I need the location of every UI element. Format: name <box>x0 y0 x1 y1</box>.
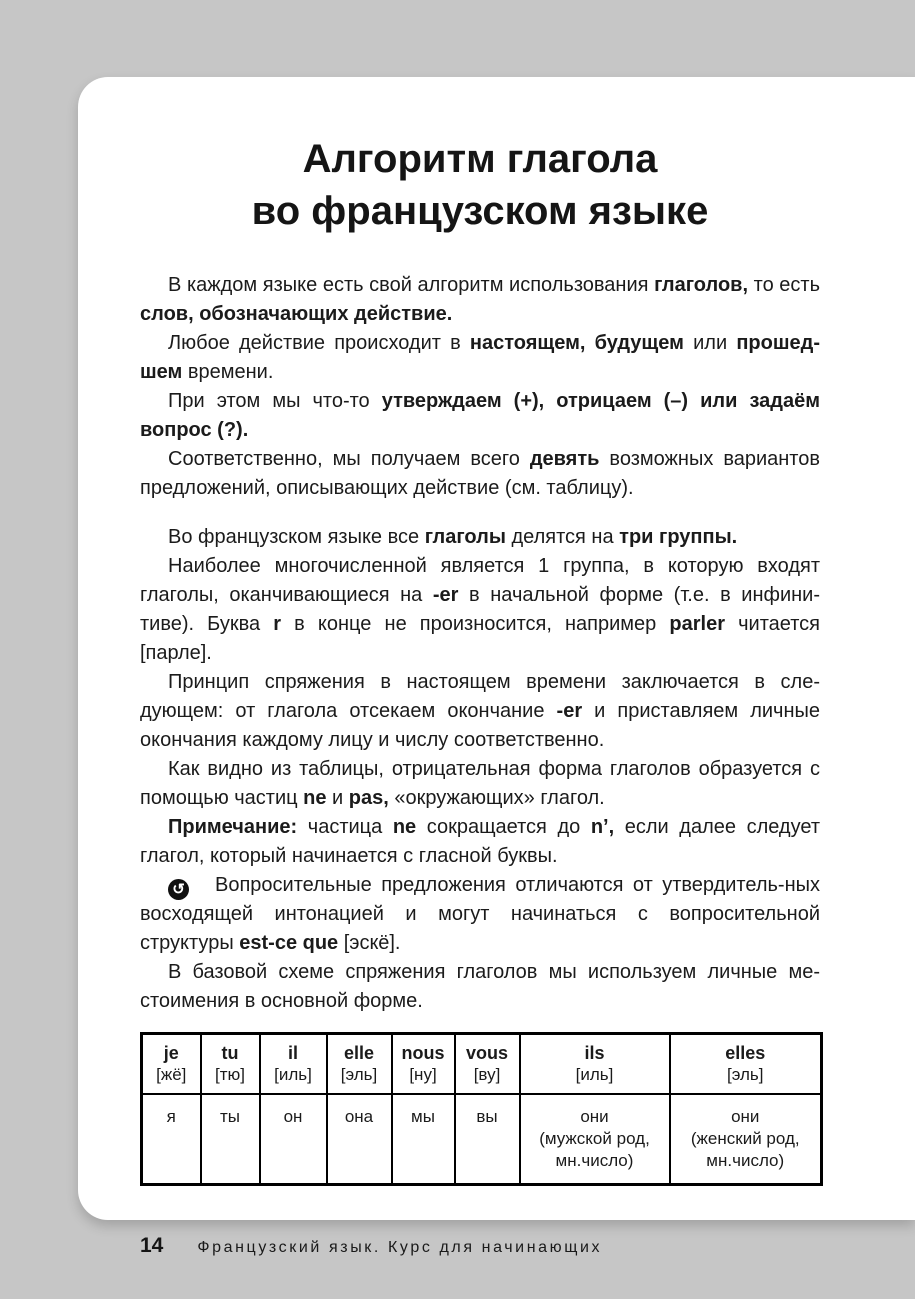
pronoun-word: elles <box>725 1043 766 1063</box>
pronoun-header-cell <box>142 1034 201 1095</box>
bold-text-run: -er <box>556 700 583 722</box>
text-run: в начальной форме (т.е. в инфини-тиве). Буква <box>140 584 820 635</box>
text-run: если далее следует глагол, который начинается с гласной буквы. <box>140 816 820 867</box>
bold-text-run: утверждаем (+), отрицаем (–) или задаём вопрос (?). <box>140 390 820 441</box>
pronoun-word: il <box>287 1043 298 1063</box>
text-run: «окружающих» глагол. <box>388 787 605 809</box>
text-run: и приставляем личные окончания каждому лицу и числу соответственно. <box>140 700 821 751</box>
text-run: возможных вариантов предложений, описывающих действие (см. таблицу). <box>140 448 820 499</box>
pronoun-header-cell <box>327 1034 392 1095</box>
bold-text-run: r <box>273 613 282 635</box>
paragraph <box>140 271 820 329</box>
text-run: При этом мы что-то <box>168 390 382 412</box>
text-run: Любое действие происходит в <box>168 332 470 354</box>
book-title: Французский язык. Курс для начинающих <box>197 1239 603 1256</box>
paragraph <box>140 755 820 813</box>
pronoun-header-cell <box>260 1034 327 1095</box>
pronoun-translation-cell: вы <box>455 1094 520 1185</box>
pronoun-translation-cell: он <box>260 1094 327 1185</box>
bold-text-run: n’, <box>590 816 615 838</box>
text-run: в конце не произносится, например <box>281 613 670 635</box>
bold-text-run: ne <box>392 816 417 838</box>
page-number: 14 <box>140 1234 164 1257</box>
page-content <box>78 77 915 1258</box>
pronoun-word: elle <box>343 1043 375 1063</box>
pronoun-word: je <box>163 1043 179 1063</box>
pronoun-transcription: [тю] <box>215 1065 245 1084</box>
pronoun-translation-cell: они (женский род, мн.число) <box>670 1094 822 1185</box>
book-page <box>78 77 915 1257</box>
paragraph <box>140 329 820 387</box>
pronoun-translation-cell: ты <box>201 1094 260 1185</box>
text-run: делятся на <box>505 526 620 548</box>
text-run: и <box>326 787 349 809</box>
page-footer <box>140 1234 820 1258</box>
bold-text-run: девять <box>529 448 600 470</box>
paragraph <box>140 668 820 755</box>
text-run: то есть <box>748 274 820 296</box>
pronoun-word: ils <box>584 1043 605 1063</box>
bold-text-run: глаголов, <box>654 274 749 296</box>
text-run: В базовой схеме спряжения глаголов мы используем личные ме-стоимения в основной форме. <box>140 961 820 1012</box>
bold-text-run: глаголы <box>424 526 506 548</box>
bold-text-run: parler <box>669 613 725 635</box>
paragraph <box>140 958 820 1016</box>
text-run: частица <box>297 816 393 838</box>
text-run: Принцип спряжения в настоящем времени заключается в сле-дующем: от глагола отсекаем окончание <box>140 671 820 722</box>
bold-text-run: est-ce que <box>239 932 339 954</box>
circular-arrow-icon: ↺ <box>168 879 189 900</box>
page-title <box>140 133 820 237</box>
bold-text-run: настоящем, будущем <box>469 332 684 354</box>
paragraph <box>140 813 820 871</box>
pronoun-header-cell <box>392 1034 455 1095</box>
pronoun-transcription: [эль] <box>726 1065 764 1084</box>
text-run: сокращается до <box>416 816 591 838</box>
pronoun-word: vous <box>465 1043 508 1063</box>
text-run: читается [парле]. <box>140 613 820 664</box>
pronoun-transcription: [иль] <box>575 1065 614 1084</box>
pronoun-translation-cell: я <box>142 1094 201 1185</box>
title-line-2: во французском языке <box>251 189 709 233</box>
pronoun-header-cell <box>201 1034 260 1095</box>
paragraph <box>140 387 820 445</box>
bold-text-run: -er <box>432 584 459 606</box>
pronoun-header-cell <box>670 1034 822 1095</box>
pronoun-translation-cell: они (мужской род, мн.число) <box>520 1094 670 1185</box>
pronoun-translation-cell: она <box>327 1094 392 1185</box>
pronoun-word: tu <box>221 1043 239 1063</box>
text-run: Во французском языке все <box>168 526 425 548</box>
table-header-row <box>142 1034 822 1095</box>
bold-text-run: ne <box>303 787 327 809</box>
pronoun-transcription: [жё] <box>156 1065 187 1084</box>
pronoun-transcription: [ну] <box>409 1065 437 1084</box>
title-line-1: Алгоритм глагола <box>302 137 658 181</box>
bold-text-run: прошед-шем <box>140 332 820 383</box>
bold-text-run: три группы. <box>619 526 738 548</box>
paragraph <box>140 552 820 668</box>
pronoun-translation-cell: мы <box>392 1094 455 1185</box>
pronoun-transcription: [иль] <box>274 1065 312 1084</box>
text-run: времени. <box>182 361 274 383</box>
pronoun-transcription: [ву] <box>473 1065 501 1084</box>
pronoun-header-cell <box>455 1034 520 1095</box>
pronoun-table <box>140 1032 823 1186</box>
text-run: или <box>683 332 737 354</box>
paragraph <box>140 523 820 552</box>
pronoun-word: nous <box>401 1043 445 1063</box>
text-run: Наиболее многочисленной является 1 группа, в которую входят глаголы, оканчивающиеся на <box>140 555 820 606</box>
bold-text-run: pas, <box>348 787 389 809</box>
paragraph <box>140 871 820 958</box>
bold-text-run: Примечание: <box>168 816 298 838</box>
pronoun-header-cell <box>520 1034 670 1095</box>
text-run: Как видно из таблицы, отрицательная форма глаголов образуется с помощью частиц <box>140 758 820 809</box>
text-run: Вопросительные предложения отличаются от утвердитель-ных восходящей интонацией и могут начинаться с вопросительной структуры <box>140 874 820 954</box>
table-body-row <box>142 1094 822 1185</box>
text-run: В каждом языке есть свой алгоритм использования <box>168 274 655 296</box>
text-run: [эскё]. <box>338 932 401 954</box>
bold-text-run: слов, обозначающих действие. <box>140 303 453 325</box>
pronoun-transcription: [эль] <box>340 1065 378 1084</box>
text-run: Соответственно, мы получаем всего <box>168 448 530 470</box>
paragraph <box>140 445 820 503</box>
body-text <box>140 271 820 1016</box>
